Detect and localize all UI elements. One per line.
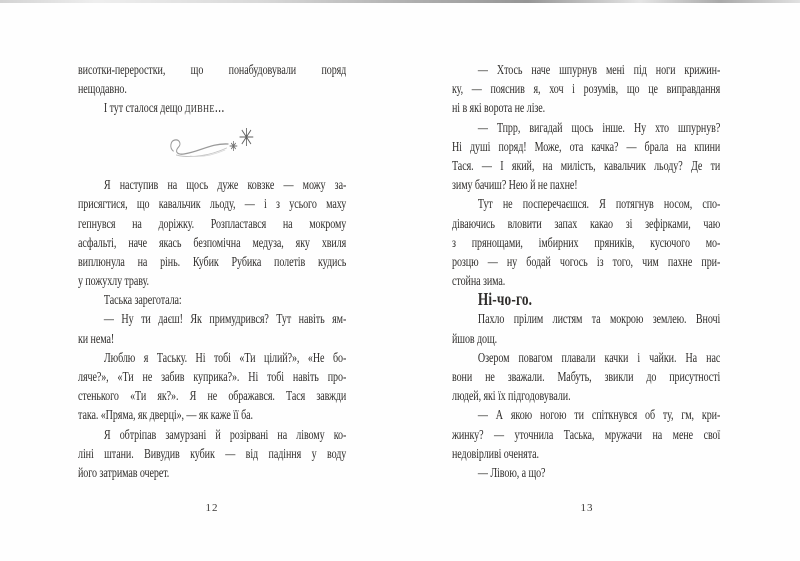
text-line: виплюнула на рінь. Кубик Рубика полетів кудись: [78, 253, 347, 269]
text-line: гепнувся на доріжку. Розпластався на мокрому: [78, 215, 347, 231]
text-line: висотки-переростки, що понабудовували поряд: [78, 62, 347, 77]
swirl-sparkle-ornament: [167, 127, 257, 165]
text-line: йшов дощ.: [452, 330, 498, 346]
paragraph: [78, 309, 346, 347]
text-line: [78, 98, 346, 117]
large-sparkle-icon: [240, 128, 254, 146]
text-line: — А якою ногою ти спіткнувся об ту, гм, кри-: [477, 407, 721, 423]
paragraph: [452, 118, 720, 195]
text-line: ки нема!: [78, 330, 115, 346]
text-line: — Лівою, а що?: [477, 464, 546, 480]
text-line: ляче?», «Ти не забив куприка?». Ні тобі навіть про-: [78, 369, 347, 385]
text-line: Пахло прілим листям та мокрою землею. Вночі: [477, 311, 721, 327]
paragraph: [452, 309, 720, 347]
paragraph: [452, 194, 720, 290]
text-line: стенького «Ти як?». Я не ображався. Тася завжди: [78, 388, 347, 404]
stylized-word: дивне...: [184, 99, 225, 117]
stylized-word: Ні-чо-го.: [477, 290, 533, 310]
left-text-column: [78, 60, 346, 482]
text-line: така. «Пряма, як дверці», — як каже її ба.: [78, 407, 253, 423]
small-sparkle-icon: [230, 141, 238, 151]
text-line: недовірливі оченята.: [452, 445, 539, 461]
text-line: Тася. — І який, на милість, кавальчик льоду? Де ти: [452, 157, 721, 173]
text-line: Я обтріпав замурзані й розірвані на лівому ко-: [103, 426, 347, 442]
text-line: стойна зима.: [452, 273, 506, 289]
paragraph: [78, 425, 346, 483]
text-line: Таська зареготала:: [103, 292, 182, 308]
paragraph: [452, 463, 720, 482]
text-line: у пожухлу траву.: [78, 273, 149, 289]
paragraph: [452, 405, 720, 463]
text-line: з прянощами, імбирних пряників, кусючого мо-: [452, 234, 721, 250]
text-line: присягтися, що кавальчик льоду, — і з усього маху: [78, 196, 347, 212]
paragraph: [452, 348, 720, 406]
text-line: асфальті, наче якась безпомічна медуза, яку хвиля: [78, 234, 347, 250]
paragraph: [452, 60, 720, 118]
right-text-column: [452, 60, 720, 482]
page-right: [452, 0, 722, 561]
text-line: зиму бачиш? Нею й не пахне!: [452, 177, 578, 193]
text-line: ні в які ворота не лізе.: [452, 100, 546, 116]
paragraph: [78, 348, 346, 425]
paragraph: [78, 175, 346, 290]
text-line: Я наступив на щось дуже ковзке — можу за-: [103, 177, 347, 193]
text-line: жинку? — уточнила Таська, мружачи на мене свої: [452, 426, 721, 442]
text-line: людей, які їх підгодовували.: [452, 388, 571, 404]
text-line: [452, 290, 720, 309]
text-line: Ні душі поряд! Може, ота качка? — брала на кпини: [452, 138, 721, 154]
text-line: діваючись вловити запах какао зі зефірками, чаю: [452, 215, 721, 231]
text-line: його затримав очерет.: [78, 464, 170, 480]
page-number-left: 12: [205, 502, 219, 514]
text-line: ліні штани. Вивудив кубик — від падіння у воду: [78, 445, 347, 461]
text-line: Озером повагом плавали качки і чайки. На нас: [477, 349, 721, 365]
paragraph: [78, 290, 346, 309]
text-line: ку, — пояснив я, хоч і розумів, що це виправдання: [452, 81, 721, 97]
text-line: — Хтось наче шпурнув мені під ноги крижин-: [477, 62, 721, 77]
text-line: Люблю я Таську. Ні тобі «Ти цілий?», «Не бо-: [103, 349, 347, 365]
paragraph: [78, 60, 346, 98]
paragraph: [78, 98, 346, 117]
page-left: [78, 0, 346, 561]
text-line: Тут не посперечаєшся. Я потягнув носом, спо-: [477, 196, 721, 212]
ornament-slot: [78, 118, 346, 176]
paragraph: [452, 290, 720, 309]
text-line: розцю — ну бодай чогось із того, чим пахне при-: [452, 253, 721, 269]
text-line: нещодавно.: [78, 81, 127, 97]
text-line: — Тпрр, вигадай щось інше. Ну хто шпурнув?: [477, 119, 721, 135]
page-number-right: 13: [580, 502, 594, 514]
text-run: І тут сталося дещо: [103, 100, 185, 116]
text-line: вони не зважали. Мабуть, звикли до присутності: [452, 369, 721, 384]
text-line: — Ну ти даєш! Як примудрився? Тут навіть ям-: [103, 311, 347, 327]
